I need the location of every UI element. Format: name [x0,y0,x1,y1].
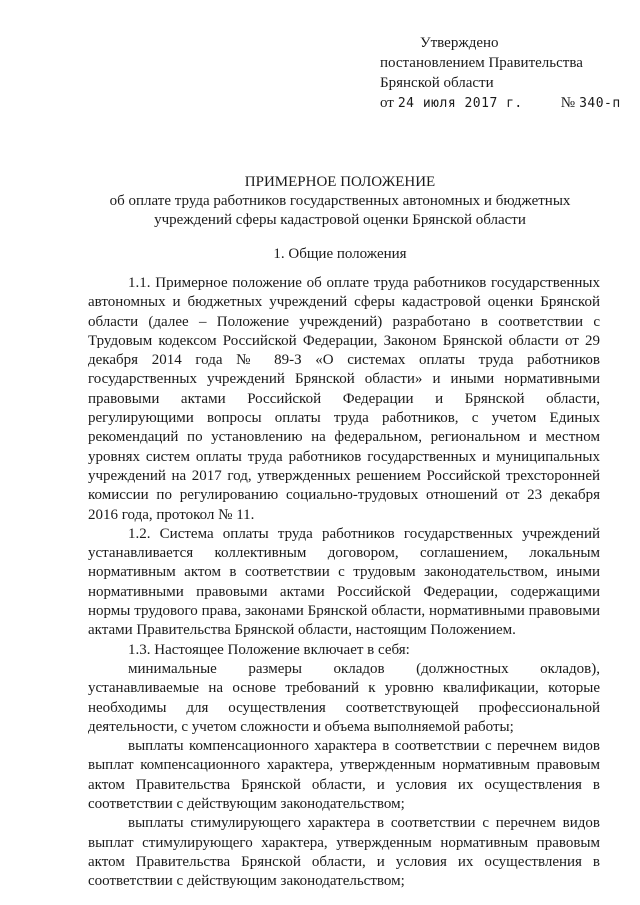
approval-line-approved: Утверждено [420,35,499,51]
document-title: ПРИМЕРНОЕ ПОЛОЖЕНИЕ [244,174,436,190]
document-body [88,274,600,892]
list-item-incentive-payments: выплаты стимулирующего характера в соответствии с перечнем видов выплат стимулирующего характера, утвержденным нормативным правовым актом Правительства Брянской области, и условия их осуществления в соответствии с действующим законодательством; [88,815,600,890]
section-title: 1. Общие положения [273,246,407,262]
approval-line-resolution: постановлением Правительства [380,55,583,71]
date-value: 24 июля 2017 г. [397,96,523,111]
document-subtitle-line-1: об оплате труда работников государственных автономных и бюджетных [109,193,571,209]
list-item-compensation-payments: выплаты компенсационного характера в соответствии с перечнем видов выплат компенсационного характера, утвержденным нормативным правовым актом Правительства Брянской области, и условия их осуществления в соответствии с действующим законодательством; [88,738,600,813]
date-prefix: от [380,95,394,111]
approval-date-line [380,93,621,114]
number-value: 340-п [579,96,621,111]
paragraph-1-2: 1.2. Система оплаты труда работников государственных учреждений устанавливается коллективным договором, соглашением, локальным нормативным актом в соответствии с трудовым законодательством, иными нормативными правовыми актами Российской Федерации, содержащими нормы трудового права, законами Брянской области, нормативными правовыми актами Правительства Брянской области, настоящим Положением. [88,525,600,639]
list-item-min-salaries: минимальные размеры окладов (должностных окладов), устанавливаемые на основе требований к уровню квалификации, которые необходимы для осуществления соответствующей профессиональной деятельности, с учетом сложности и объема выполняемой работы; [88,660,600,735]
paragraph-1-3: 1.3. Настоящее Положение включает в себя: [128,641,410,658]
approval-line-region: Брянской области [380,75,494,91]
number-prefix: № [560,95,576,111]
document-subtitle-line-2: учреждений сферы кадастровой оценки Брянской области [154,212,526,228]
approval-stamp [380,33,621,114]
paragraph-1-1: 1.1. Примерное положение об оплате труда работников государственных автономных и бюджетных учреждений сферы кадастровой оценки Брянской области (далее – Положение учреждений) разработано в соответствии с Трудовым кодексом Российской Федерации, Законом Брянской области от 29 декабря 2014 года № 89-З «О системах оплаты труда работников государственных учреждений Брянской области» и иными нормативными правовыми актами Российской Федерации и Брянской области, регулирующими вопросы оплаты труда работников, с учетом Единых рекомендаций по установлению на федеральном, региональном и местном уровнях систем оплаты труда работников государственных и муниципальных учреждений на 2017 год, утвержденных решением Российской трехсторонней комиссии по регулированию социально-трудовых отношений от 23 декабря 2016 года, протокол № 11. [88,275,600,523]
document-heading [80,173,600,230]
